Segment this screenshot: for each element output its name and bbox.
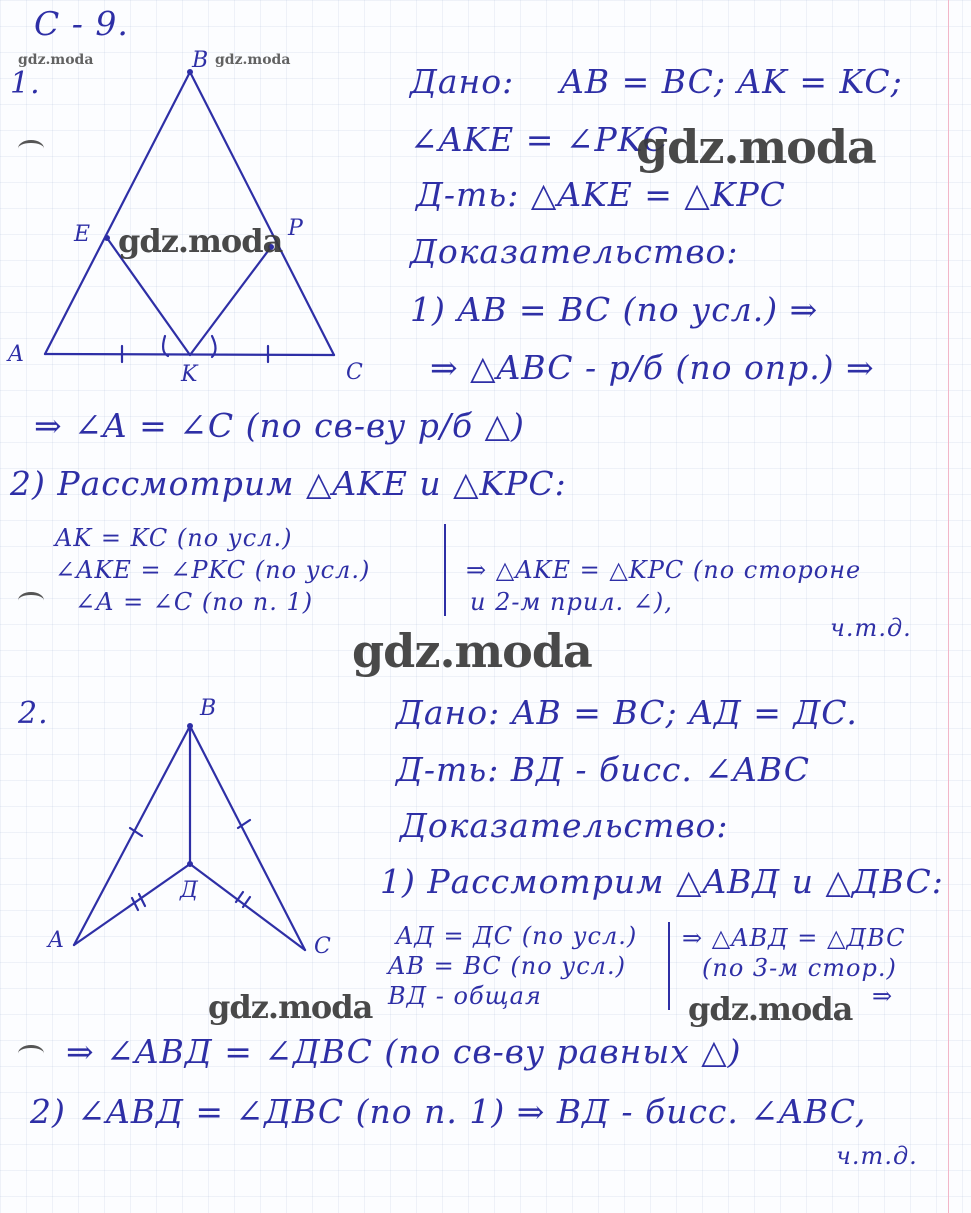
given-statement: Дано: AB = BC; AД = ДC. bbox=[396, 693, 858, 732]
given-line-1: AB = BC; AK = KC; bbox=[560, 62, 903, 101]
problem-number: 2. bbox=[18, 696, 49, 731]
proof-step-2: 2) ∠ABД = ∠ДBC (по п. 1) ⇒ BД - бисс. ∠ABC, bbox=[30, 1092, 867, 1131]
conclusion-line-1: ⇒ △ABД = △ДBC bbox=[682, 924, 906, 952]
watermark: gdz.moda bbox=[636, 120, 876, 174]
qed-mark: ч.т.д. bbox=[836, 1142, 918, 1170]
point-label-a: A bbox=[8, 342, 25, 367]
conclusion-bracket bbox=[668, 922, 670, 1010]
watermark: gdz.moda bbox=[118, 222, 283, 260]
point-label-d: Д bbox=[180, 878, 199, 903]
condition-line-1: AK = KC (по усл.) bbox=[55, 524, 293, 552]
conclusion-line-1: ⇒ △AKE = △KPC (по стороне bbox=[466, 556, 862, 584]
qed-mark: ч.т.д. bbox=[830, 614, 912, 642]
section-header: С - 9. bbox=[34, 4, 129, 43]
proof-step-1-result: ⇒ ∠ABД = ∠ДBC (по св-ву равных △) bbox=[66, 1032, 742, 1071]
point-label-a: A bbox=[48, 928, 65, 953]
segment-dc bbox=[190, 864, 305, 950]
proof-title: Доказательство: bbox=[410, 232, 739, 271]
condition-line-1: AД = ДC (по усл.) bbox=[396, 922, 638, 950]
side-bc bbox=[190, 726, 305, 950]
point-label-k: K bbox=[181, 362, 199, 387]
point-label-c: C bbox=[346, 360, 364, 385]
given-label: Дано: bbox=[410, 62, 515, 101]
point-label-b: B bbox=[200, 696, 218, 721]
point-label-c: C bbox=[314, 934, 332, 959]
point-label-p: P bbox=[288, 216, 304, 241]
conclusion-arrow: ⇒ bbox=[872, 982, 894, 1010]
watermark: gdz.moda bbox=[688, 990, 853, 1028]
watermark: gdz.moda bbox=[208, 988, 373, 1026]
given-line-2: ∠AKE = ∠PKC bbox=[410, 120, 669, 159]
proof-step-1b: ⇒ △ABC - р/б (по опр.) ⇒ bbox=[430, 348, 875, 387]
condition-line-2: ∠AKE = ∠PKC (по усл.) bbox=[55, 556, 371, 584]
proof-step-1c: ⇒ ∠A = ∠C (по св-ву р/б △) bbox=[34, 406, 525, 445]
watermark: gdz.moda bbox=[352, 624, 592, 678]
side-ab bbox=[74, 726, 190, 945]
condition-line-3: ∠A = ∠C (по п. 1) bbox=[75, 588, 314, 616]
conclusion-line-2: и 2-м прил. ∠), bbox=[470, 588, 673, 616]
segment-ad bbox=[74, 864, 190, 945]
problem-number: 1. bbox=[10, 66, 41, 101]
proof-step-1a: 1) AB = BC (по усл.) ⇒ bbox=[410, 290, 819, 329]
prove-statement: Д-ть: BД - бисс. ∠ABC bbox=[396, 750, 810, 789]
condition-line-3: BД - общая bbox=[388, 982, 542, 1010]
watermark: gdz.moda bbox=[18, 52, 94, 68]
watermark: gdz.moda bbox=[215, 52, 291, 68]
condition-line-2: AB = BC (по усл.) bbox=[388, 952, 626, 980]
proof-title: Доказательство: bbox=[400, 806, 729, 845]
point-label-b: B bbox=[192, 48, 210, 73]
conclusion-line-2: (по 3-м стор.) bbox=[702, 954, 897, 982]
proof-step-1-title: 1) Рассмотрим △ABД и △ДBC: bbox=[380, 862, 944, 901]
prove-statement: Д-ть: △AKE = △KPC bbox=[416, 175, 786, 214]
point-label-e: E bbox=[74, 222, 92, 247]
proof-step-2-title: 2) Рассмотрим △AKE и △KPC: bbox=[10, 464, 567, 503]
